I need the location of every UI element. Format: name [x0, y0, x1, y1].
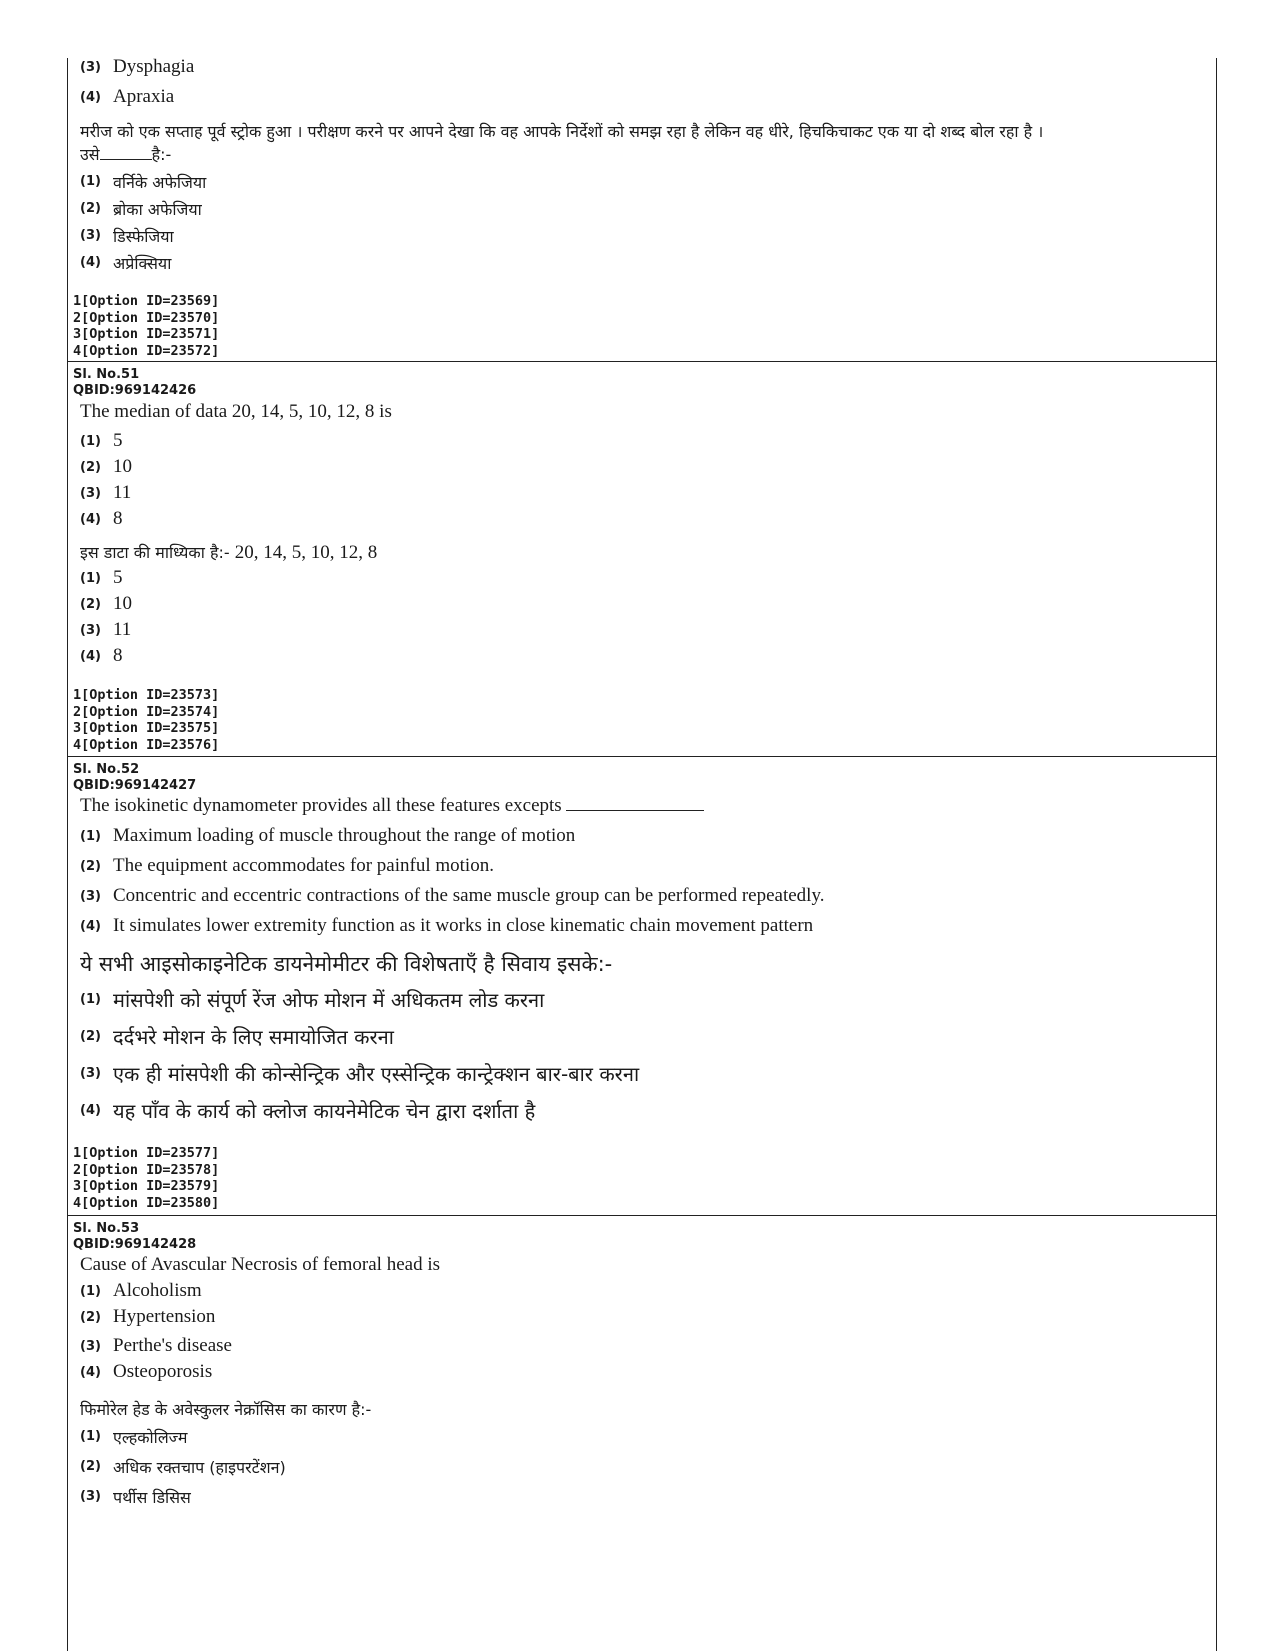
question-bank-id: QBID:969142428 [73, 1237, 197, 1252]
option-text: Concentric and eccentric contractions of the same muscle group can be performed repeatedly. [113, 885, 825, 906]
question-bank-id: QBID:969142427 [73, 778, 197, 793]
answer-blank [566, 796, 704, 811]
option-number: (2) [80, 859, 101, 874]
question-divider [68, 756, 1216, 757]
option-number: (3) [80, 1339, 101, 1354]
option-text: 11 [113, 482, 132, 503]
option-number: (1) [80, 174, 101, 189]
option-number: (3) [80, 623, 101, 638]
question-header [73, 762, 196, 794]
option-number: (1) [80, 1429, 101, 1444]
serial-number: Sl. No.52 [73, 762, 140, 777]
option-id-list: 1[Option ID=23577] 2[Option ID=23578] 3[Option ID=23579] 4[Option ID=23580] [73, 1145, 220, 1211]
option-id-list: 1[Option ID=23573] 2[Option ID=23574] 3[Option ID=23575] 4[Option ID=23576] [73, 687, 220, 753]
question-header [73, 1221, 196, 1253]
question-text-english: The isokinetic dynamometer provides all these features excepts [80, 795, 704, 817]
option-text: मांसपेशी को संपूर्ण रेंज ओफ मोशन में अधिकतम लोड करना [113, 988, 545, 1012]
option-text: Alcoholism [113, 1280, 202, 1301]
question-paper-frame [67, 58, 1217, 1651]
question-text-hindi: फिमोरेल हेड के अवेस्कुलर नेक्रॉसिस का कारण है:- [80, 1400, 372, 1419]
option-number: (4) [80, 90, 101, 105]
option-text: 5 [113, 430, 123, 451]
option-text: वर्निके अफेजिया [113, 173, 207, 192]
option-text: ब्रोका अफेजिया [113, 200, 202, 219]
answer-blank [100, 145, 152, 160]
option-id-list: 1[Option ID=23569] 2[Option ID=23570] 3[Option ID=23571] 4[Option ID=23572] [73, 293, 220, 359]
option-text: एल्हकोलिज्म [113, 1428, 188, 1447]
option-text: Dysphagia [113, 56, 195, 77]
serial-number: Sl. No.53 [73, 1221, 140, 1236]
option-text: डिस्फेजिया [113, 227, 174, 246]
question-divider [68, 1215, 1216, 1216]
option-number: (2) [80, 597, 101, 612]
option-number: (1) [80, 1284, 101, 1299]
option-number: (2) [80, 1459, 101, 1474]
option-number: (3) [80, 1066, 101, 1081]
option-text: अधिक रक्तचाप (हाइपरटेंशन) [113, 1458, 286, 1477]
option-number: (2) [80, 201, 101, 216]
option-number: (4) [80, 1365, 101, 1380]
option-number: (4) [80, 1103, 101, 1118]
option-text: दर्दभरे मोशन के लिए समायोजित करना [113, 1025, 394, 1049]
option-text: It simulates lower extremity function as it works in close kinematic chain movement pattern [113, 915, 814, 936]
question-header [73, 367, 196, 399]
question-text-hindi: मरीज को एक सप्ताह पूर्व स्ट्रोक हुआ । परीक्षण करने पर आपने देखा कि वह आपके निर्देशों को समझ रहा है लेकिन वह धीरे, हिचकिचाकट एक या दो शब्द बोल रहा है । [80, 122, 1044, 141]
option-number: (4) [80, 649, 101, 664]
question-text-hindi: इस डाटा की माध्यिका है:- 20, 14, 5, 10, 12, 8 [80, 542, 378, 563]
serial-number: Sl. No.51 [73, 367, 140, 382]
option-text: Osteoporosis [113, 1361, 213, 1382]
question-text-hindi-line2: उसे है:- [80, 145, 172, 164]
option-text: Hypertension [113, 1306, 216, 1327]
option-text: 5 [113, 567, 123, 588]
option-number: (3) [80, 1489, 101, 1504]
option-text: अप्रेक्सिया [113, 254, 172, 273]
option-number: (2) [80, 1310, 101, 1325]
option-number: (2) [80, 1029, 101, 1044]
option-number: (3) [80, 889, 101, 904]
option-number: (3) [80, 60, 101, 75]
option-number: (1) [80, 829, 101, 844]
option-text: Perthe's disease [113, 1335, 232, 1356]
option-text: यह पाँव के कार्य को क्लोज कायनेमेटिक चेन द्वारा दर्शाता है [113, 1099, 536, 1123]
option-text: 8 [113, 508, 123, 529]
question-divider [68, 361, 1216, 362]
question-text-english: Cause of Avascular Necrosis of femoral head is [80, 1254, 440, 1275]
option-text: 11 [113, 619, 132, 640]
question-text-hindi: ये सभी आइसोकाइनेटिक डायनेमोमीटर की विशेषताएँ है सिवाय इसके:- [80, 952, 613, 976]
option-text: Apraxia [113, 86, 175, 107]
question-text-english: The median of data 20, 14, 5, 10, 12, 8 is [80, 401, 392, 422]
option-text: Maximum loading of muscle throughout the range of motion [113, 825, 576, 846]
option-text: 10 [113, 593, 132, 614]
option-text: पर्थीस डिसिस [113, 1488, 191, 1507]
option-number: (2) [80, 460, 101, 475]
option-number: (4) [80, 255, 101, 270]
option-text: एक ही मांसपेशी की कोन्सेन्ट्रिक और एस्सेन्ट्रिक कान्ट्रेक्शन बार-बार करना [113, 1062, 640, 1086]
option-number: (4) [80, 512, 101, 527]
option-number: (1) [80, 434, 101, 449]
option-number: (1) [80, 571, 101, 586]
option-number: (3) [80, 228, 101, 243]
option-number: (4) [80, 919, 101, 934]
question-bank-id: QBID:969142426 [73, 383, 197, 398]
option-text: 8 [113, 645, 123, 666]
option-text: The equipment accommodates for painful motion. [113, 855, 494, 876]
option-number: (3) [80, 486, 101, 501]
option-text: 10 [113, 456, 132, 477]
option-number: (1) [80, 992, 101, 1007]
